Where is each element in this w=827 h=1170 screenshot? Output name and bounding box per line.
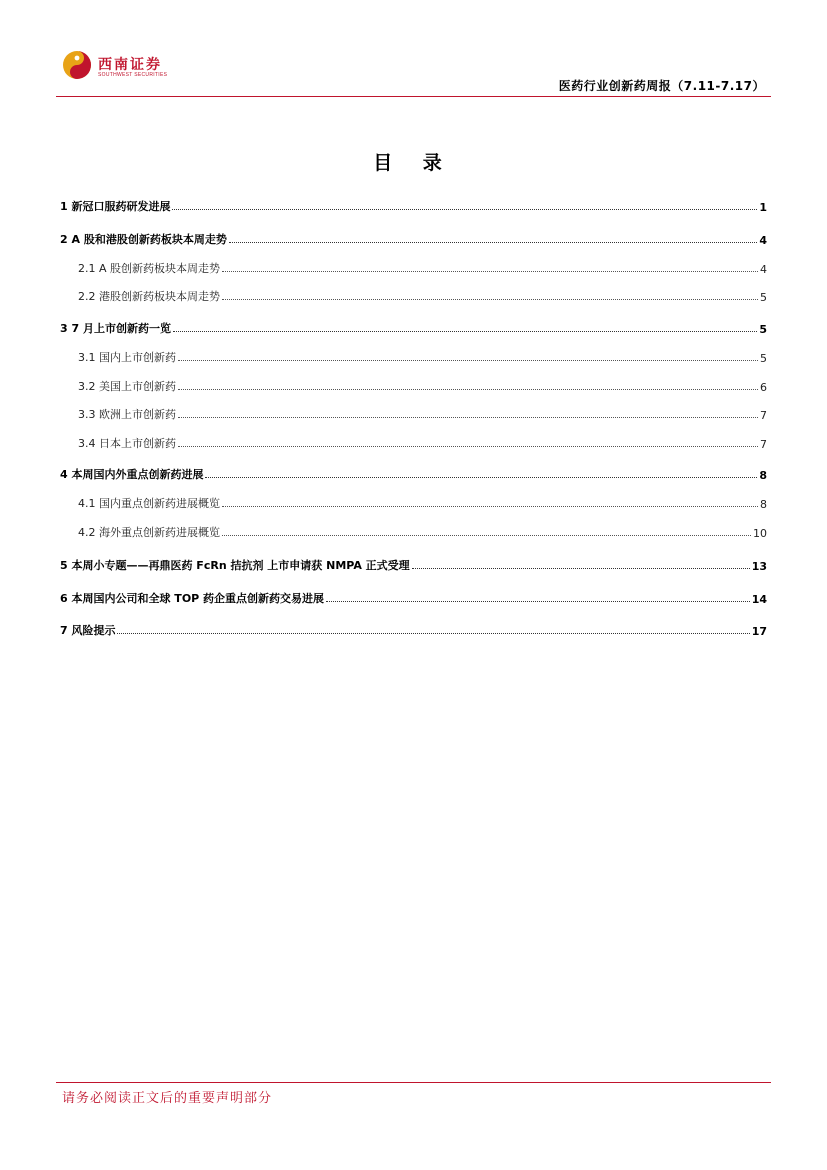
toc-leader-dots — [178, 388, 758, 390]
toc-entry-page: 5 — [759, 323, 767, 336]
toc-leader-dots — [173, 330, 757, 332]
toc-entry-page: 7 — [760, 409, 767, 422]
toc-leader-dots — [222, 505, 758, 507]
toc-entry[interactable] — [60, 555, 767, 573]
toc-leader-dots — [229, 241, 758, 243]
company-logo — [62, 50, 172, 84]
toc-leader-dots — [222, 270, 758, 272]
toc-subentry[interactable] — [60, 347, 767, 365]
toc-entry-page: 8 — [760, 498, 767, 511]
toc-entry-label: 2 A 股和港股创新药板块本周走势 — [60, 233, 227, 246]
toc-entry-label: 3.4 日本上市创新药 — [78, 437, 176, 450]
toc-entry[interactable] — [60, 196, 767, 214]
toc-leader-dots — [412, 567, 750, 569]
toc-entry-page: 5 — [760, 352, 767, 365]
toc-entry[interactable] — [60, 620, 767, 638]
toc-leader-dots — [326, 600, 750, 602]
toc-title: 目 录 — [373, 152, 454, 174]
toc-entry-label: 4 本周国内外重点创新药进展 — [60, 468, 204, 481]
toc-entry-page: 4 — [760, 263, 767, 276]
toc-entry-page: 5 — [760, 291, 767, 304]
toc-subentry[interactable] — [60, 493, 767, 511]
toc-entry[interactable] — [60, 318, 767, 336]
toc-entry-label: 1 新冠口服药研发进展 — [60, 200, 171, 213]
toc-leader-dots — [222, 298, 758, 300]
toc-leader-dots — [172, 208, 757, 210]
toc-subentry[interactable] — [60, 404, 767, 422]
toc-entry-page: 17 — [751, 625, 767, 638]
report-title: 医药行业创新药周报（7.11-7.17） — [558, 79, 765, 93]
toc-entry-label: 2.1 A 股创新药板块本周走势 — [78, 262, 221, 275]
toc-entry-label: 3.2 美国上市创新药 — [78, 380, 176, 393]
toc-leader-dots — [117, 632, 749, 634]
toc-entry-label: 3.1 国内上市创新药 — [78, 351, 176, 364]
toc-entry-page: 8 — [759, 469, 767, 482]
toc-entry[interactable] — [60, 229, 767, 247]
toc-subentry[interactable] — [60, 258, 767, 276]
toc-entry-page: 7 — [760, 438, 767, 451]
toc-leader-dots — [178, 359, 758, 361]
toc-subentry[interactable] — [60, 286, 767, 304]
header-divider — [56, 96, 771, 97]
toc-leader-dots — [178, 416, 758, 418]
toc-subentry[interactable] — [60, 522, 767, 540]
toc-subentry[interactable] — [60, 433, 767, 451]
toc-entry-label: 4.1 国内重点创新药进展概览 — [78, 497, 220, 510]
toc-leader-dots — [222, 534, 751, 536]
toc-entry-page: 14 — [751, 593, 767, 606]
footer-disclaimer: 请务必阅读正文后的重要声明部分 — [62, 1091, 273, 1106]
toc-entry-page: 6 — [760, 381, 767, 394]
toc-entry-label: 6 本周国内公司和全球 TOP 药企重点创新药交易进展 — [60, 592, 325, 605]
footer-divider — [56, 1082, 771, 1083]
toc-entry-label: 5 本周小专题——再鼎医药 FcRn 拮抗剂 上市申请获 NMPA 正式受理 — [60, 559, 410, 572]
toc-entry-label: 2.2 港股创新药板块本周走势 — [78, 290, 220, 303]
toc-entry-label: 3 7 月上市创新药一览 — [60, 322, 171, 335]
toc-entry-label: 7 风险提示 — [60, 624, 116, 637]
logo-english-name: SOUTHWEST SECURITIES — [98, 72, 168, 78]
toc-entry-page: 4 — [759, 234, 767, 247]
toc-entry-label: 3.3 欧洲上市创新药 — [78, 408, 176, 421]
toc-entry-label: 4.2 海外重点创新药进展概览 — [78, 526, 220, 539]
toc-entry[interactable] — [60, 588, 767, 606]
toc-entry-page: 13 — [751, 560, 767, 573]
toc-entry-page: 1 — [759, 201, 767, 214]
logo-emblem-icon — [62, 50, 92, 80]
toc-leader-dots — [178, 445, 758, 447]
toc-subentry[interactable] — [60, 376, 767, 394]
toc-entry-page: 10 — [753, 527, 767, 540]
toc-leader-dots — [205, 476, 757, 478]
toc-entry[interactable] — [60, 464, 767, 482]
logo-chinese-name: 西南证券 — [98, 57, 162, 73]
